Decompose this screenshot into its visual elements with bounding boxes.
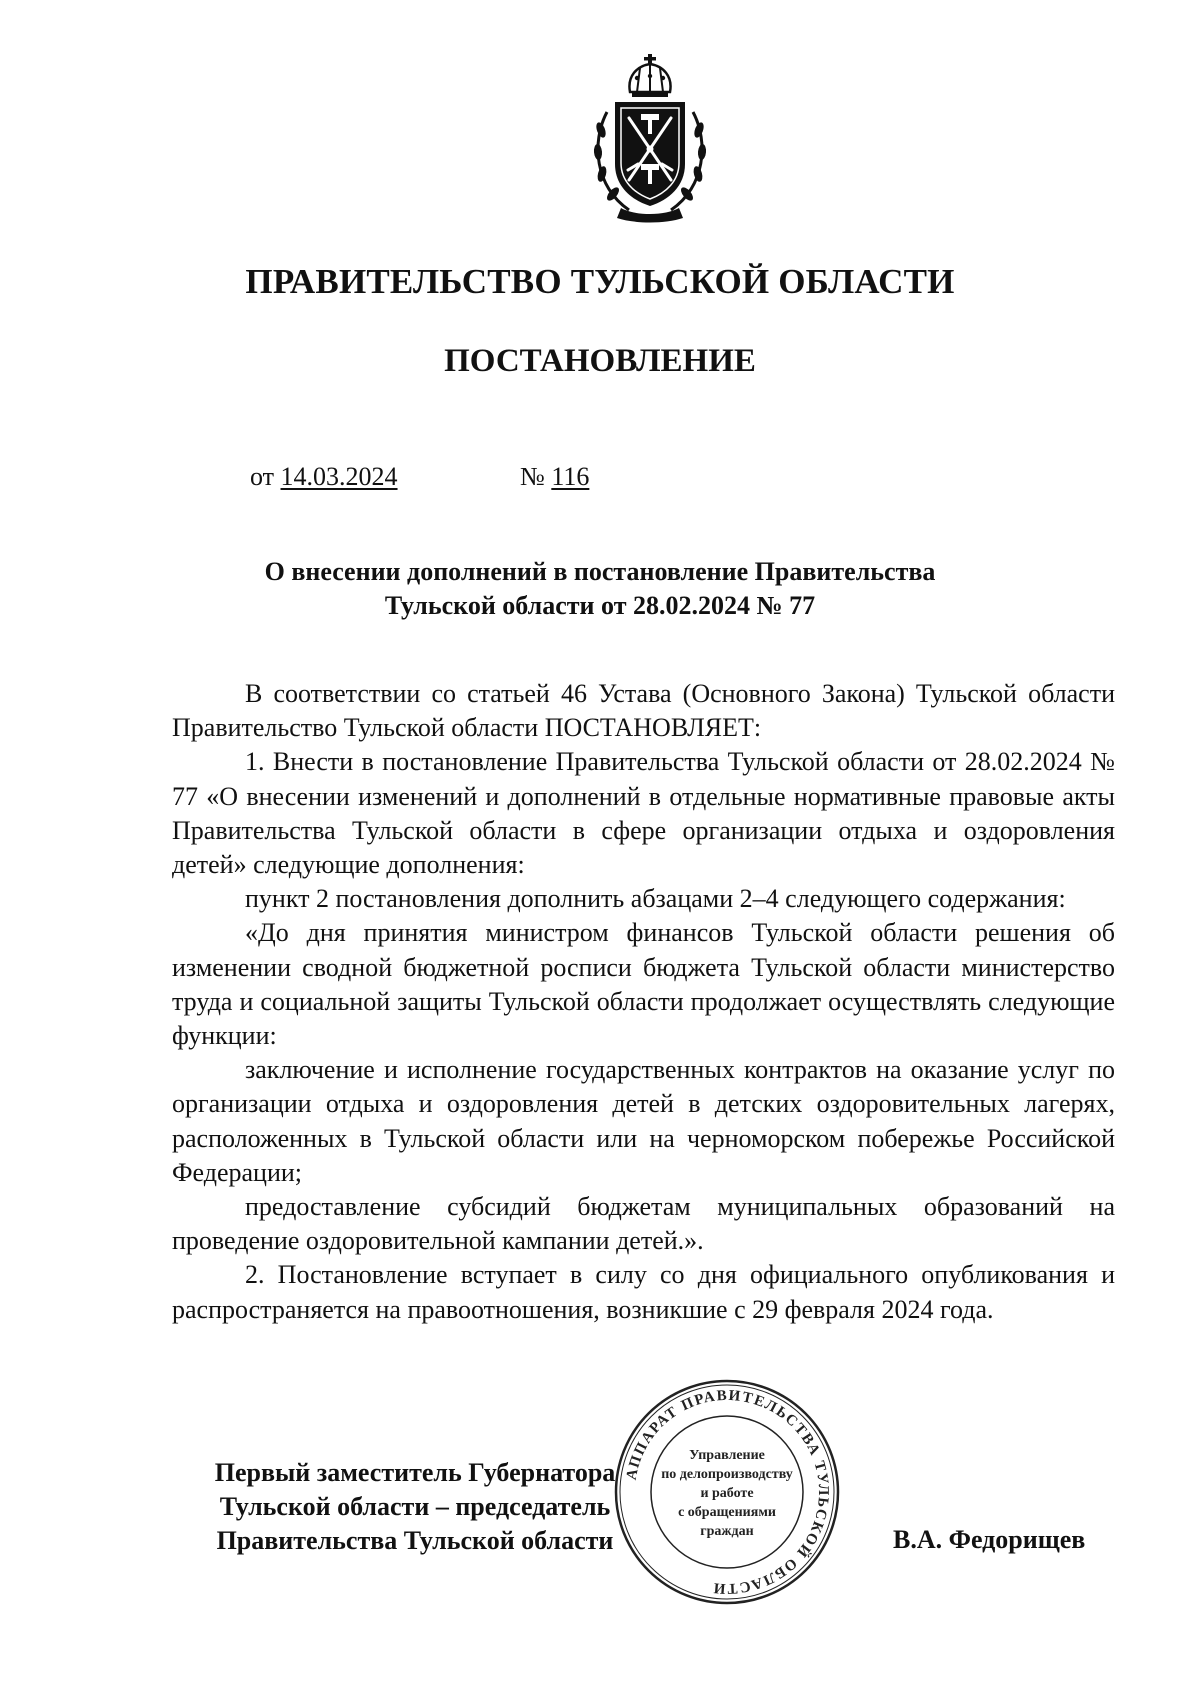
- paragraph-contracts: заключение и исполнение государственных контрактов на оказание услуг по организации отдыха и оздоровления детей в детских оздоровительных лагерях, расположенных в Тульской области или на черноморском побережье Российской Федерации;: [172, 1055, 1115, 1187]
- subject-line-1: О внесении дополнений в постановление Правительства: [264, 557, 936, 586]
- seal-line-5: граждан: [700, 1524, 754, 1539]
- document-number: 116: [551, 462, 590, 491]
- document-number-group: [520, 462, 589, 492]
- signer-position-line-1: Первый заместитель Губернатора: [214, 1458, 616, 1487]
- document-type-title: ПОСТАНОВЛЕНИЕ: [444, 343, 756, 379]
- seal-line-3: и работе: [700, 1486, 754, 1501]
- official-seal-icon: [612, 1377, 842, 1607]
- document-subject: [180, 555, 1020, 623]
- seal-line-2: по делопроизводству: [661, 1467, 793, 1482]
- subject-line-2: Тульской области от 28.02.2024 № 77: [384, 591, 816, 620]
- document-date: 14.03.2024: [280, 462, 398, 491]
- paragraph-item-2: 2. Постановление вступает в силу со дня официального опубликования и распространяется на правоотношения, возникшие с 29 февраля 2024 года.: [172, 1260, 1115, 1324]
- seal-line-4: с обращениями: [678, 1505, 776, 1520]
- signer-position-line-2: Тульской области – председатель: [219, 1492, 611, 1521]
- signer-position-line-3: Правительства Тульской области: [216, 1526, 614, 1555]
- organization-title: ПРАВИТЕЛЬСТВО ТУЛЬСКОЙ ОБЛАСТИ: [245, 262, 955, 301]
- paragraph-item-1: 1. Внести в постановление Правительства Тульской области от 28.02.2024 № 77 «О внесении изменений и дополнений в отдельные нормативные правовые акты Правительства Тульской области в сфере организации отдыха и оздоровления детей» следующие дополнения:: [172, 747, 1115, 880]
- paragraph-preamble: В соответствии со статьей 46 Устава (Основного Закона) Тульской области Правительство Тульской области ПОСТАНОВЛЯЕТ:: [172, 679, 1115, 743]
- signer-name: В.А. Федорищев: [893, 1525, 1086, 1554]
- paragraph-point-2: пункт 2 постановления дополнить абзацами 2–4 следующего содержания:: [245, 884, 1066, 914]
- tula-coat-of-arms-icon: [585, 52, 715, 224]
- seal-line-1: Управление: [689, 1448, 765, 1463]
- seal-ring-text: АППАРАТ ПРАВИТЕЛЬСТВА ТУЛЬСКОЙ ОБЛАСТИ: [623, 1387, 832, 1597]
- document-body: [172, 677, 1115, 1327]
- signer-position: [185, 1456, 645, 1558]
- number-prefix: №: [520, 462, 545, 491]
- date-number-line: [250, 462, 590, 492]
- paragraph-quote-intro: «До дня принятия министром финансов Тульской области решения об изменении сводной бюджетной росписи бюджета Тульской области министерство труда и социальной защиты Тульской области продолжает осуществлять следующие функции:: [172, 918, 1115, 1051]
- paragraph-subsidies: предоставление субсидий бюджетам муниципальных образований на проведение оздоровительной кампании детей.».: [172, 1192, 1115, 1256]
- date-prefix: от: [250, 462, 275, 491]
